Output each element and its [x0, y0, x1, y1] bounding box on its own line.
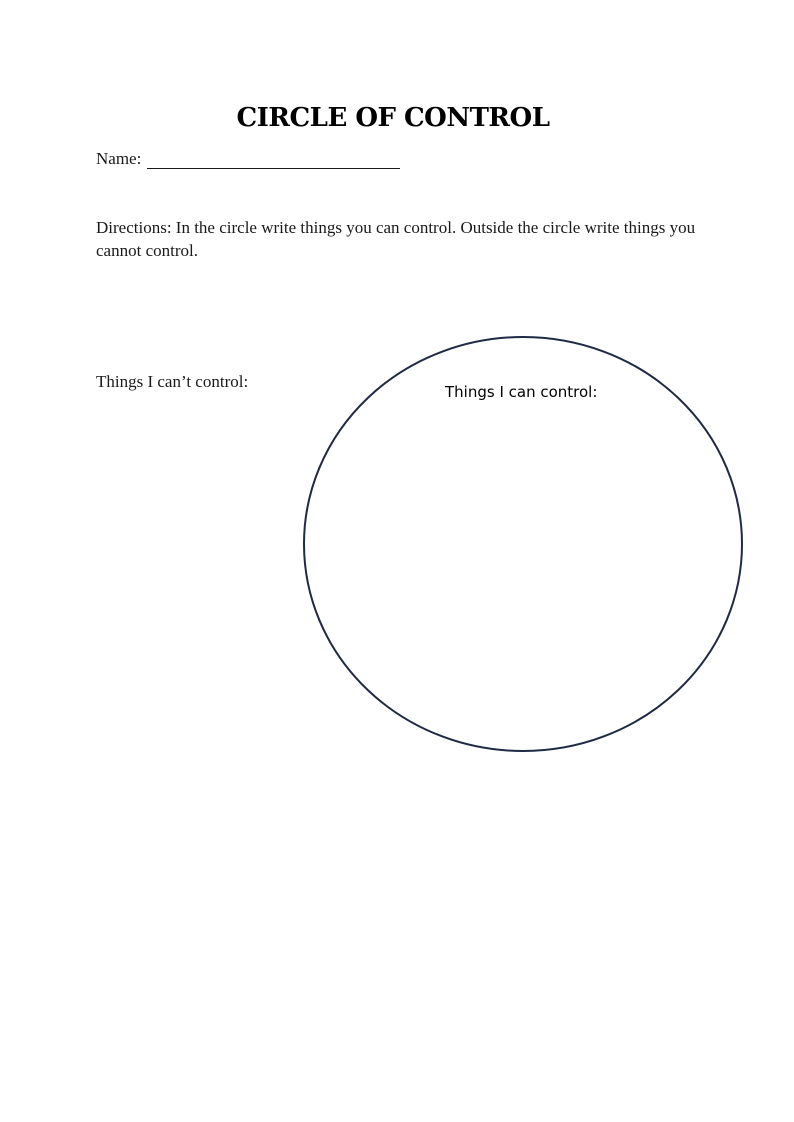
- directions-text: Directions: In the circle write things you can control. Outside the circle write things you cannot control.: [96, 218, 696, 260]
- worksheet-title: CIRCLE OF CONTROL: [236, 103, 550, 133]
- name-field: [96, 149, 400, 169]
- inside-circle-label: Things I can control:: [445, 383, 598, 401]
- name-blank-line[interactable]: [147, 150, 400, 169]
- outside-circle-label: Things I can’t control:: [96, 372, 249, 391]
- name-label: Name:: [96, 149, 142, 168]
